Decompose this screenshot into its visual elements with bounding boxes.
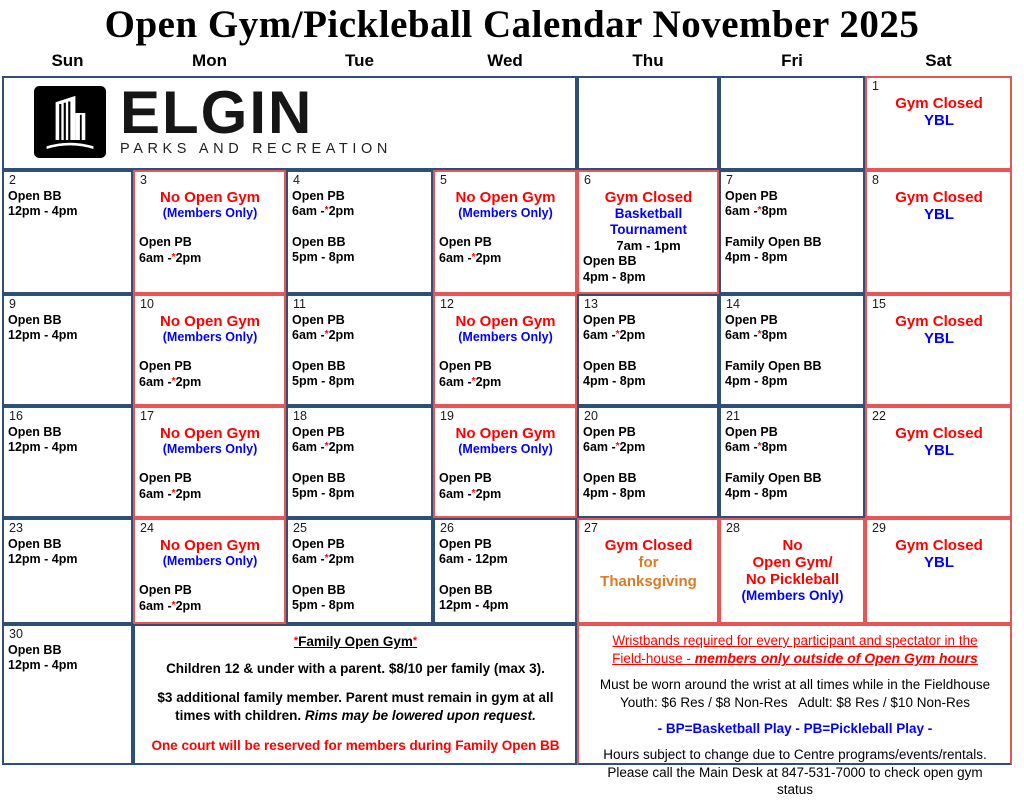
event-line: Tournament [610, 221, 687, 237]
day-cell-7 [719, 170, 865, 294]
asterisk-marker: * [757, 441, 762, 453]
info-line-segment: Rims may be lowered upon request. [304, 708, 536, 724]
event-line: No Open Gym [455, 188, 556, 206]
spacer [439, 220, 572, 235]
event-line: Open PB [139, 235, 192, 250]
spacer [292, 568, 428, 583]
day-number: 26 [440, 520, 454, 535]
event-line: Open BB [583, 470, 637, 485]
event-line: Open PB [292, 536, 345, 551]
day-number: 3 [140, 172, 147, 187]
day-cell-4 [286, 170, 433, 294]
day-cell-23 [2, 518, 133, 624]
spacer [725, 344, 860, 359]
wristband-info-box [577, 624, 1012, 798]
spacer [439, 456, 572, 471]
spacer [139, 220, 281, 235]
event-line: Gym Closed [604, 536, 693, 554]
day-number: 27 [584, 520, 598, 535]
day-cell-22 [865, 406, 1012, 518]
event-line: 12pm - 4pm [8, 658, 78, 673]
info-box-content [139, 626, 572, 757]
event-line: Open PB [439, 359, 492, 374]
day-number: 23 [9, 520, 23, 535]
event-line: Open PB [725, 188, 778, 203]
info-line: Hours subject to change due to Centre programs/events/rentals. [603, 747, 987, 763]
day-cell-29 [865, 518, 1012, 624]
info-line: Children 12 & under with a parent. $8/10 per family (max 3). [166, 660, 545, 676]
event-line: (Members Only) [458, 329, 553, 344]
day-cell-11 [286, 294, 433, 406]
day-number: 2 [9, 172, 16, 187]
event-line: 6am -*2pm [439, 486, 502, 501]
event-line: No Open Gym [159, 312, 260, 330]
event-line: 6am -*2pm [439, 250, 502, 265]
day-number: 16 [9, 408, 23, 423]
spacer [139, 344, 281, 359]
day-number: 8 [872, 172, 879, 187]
info-line: Must be worn around the wrist at all times while in the Fieldhouse [599, 676, 991, 692]
day-number: 30 [9, 626, 23, 641]
day-number: 9 [9, 296, 16, 311]
day-cell-18 [286, 406, 433, 518]
event-line: Open BB [8, 536, 62, 551]
event-line: Open PB [725, 424, 778, 439]
event-line: Open BB [583, 254, 637, 269]
event-line: 12pm - 4pm [8, 204, 78, 219]
event-line: YBL [924, 553, 954, 571]
event-line: Open BB [292, 582, 346, 597]
event-line: 12pm - 4pm [439, 598, 509, 613]
event-line: Open PB [139, 359, 192, 374]
family-open-gym-box [133, 624, 577, 765]
event-line: (Members Only) [741, 588, 844, 604]
event-line: 6am -*2pm [292, 552, 355, 567]
spacer [292, 456, 428, 471]
event-line: Family Open BB [725, 358, 822, 373]
spacer [583, 344, 714, 359]
event-line: No Open Gym [455, 424, 556, 442]
info-line: One court will be reserved for members during Family Open BB [151, 737, 560, 753]
event-line: Open PB [139, 583, 192, 598]
event-line: Thanksgiving [600, 572, 697, 590]
event-line: 6am -*2pm [139, 374, 202, 389]
event-line: 4pm - 8pm [725, 486, 788, 501]
event-line: 6am -*8pm [725, 328, 788, 343]
asterisk-marker: * [471, 251, 476, 263]
event-line: No Open Gym [159, 424, 260, 442]
day-cell-10 [133, 294, 286, 406]
asterisk-marker: * [171, 599, 176, 611]
event-line: 4pm - 8pm [583, 374, 646, 389]
day-cell-15 [865, 294, 1012, 406]
event-line: Open BB [292, 358, 346, 373]
event-line: YBL [924, 329, 954, 347]
day-cell-13 [577, 294, 719, 406]
spacer [725, 220, 860, 235]
event-line: 5pm - 8pm [292, 250, 355, 265]
info-line [151, 689, 560, 725]
event-line: Open PB [725, 312, 778, 327]
event-line: No [782, 536, 803, 554]
spacer [139, 568, 281, 583]
info-line: *Family Open Gym* [293, 633, 418, 649]
day-cell-16 [2, 406, 133, 518]
spacer [292, 220, 428, 235]
event-line: YBL [924, 205, 954, 223]
day-number: 19 [440, 408, 454, 423]
asterisk-marker: * [293, 634, 299, 647]
event-line: Open BB [8, 188, 62, 203]
spacer [292, 344, 428, 359]
info-line-segment: $3 additional family member. Parent must remain in gym at all times with children. [157, 690, 554, 724]
info-line-segment: members only outside of Open Gym hours [694, 650, 978, 667]
event-line: 6am -*2pm [439, 374, 502, 389]
event-line: 7am - 1pm [616, 238, 681, 254]
event-line: Open BB [8, 424, 62, 439]
info-line: - BP=Basketball Play - PB=Pickleball Play - [657, 721, 933, 737]
logo-cell [2, 76, 577, 170]
event-line: Open PB [583, 312, 636, 327]
day-cell-8 [865, 170, 1012, 294]
info-box-content [583, 626, 1007, 803]
event-line: Gym Closed [895, 312, 983, 330]
event-line: No Open Gym [455, 312, 556, 330]
day-number: 15 [872, 296, 886, 311]
event-line: Basketball [614, 205, 683, 221]
event-line: (Members Only) [162, 553, 258, 568]
asterisk-marker: * [412, 634, 418, 647]
info-line: Youth: $6 Res / $8 Non-Res Adult: $8 Res / $10 Non-Res [620, 694, 970, 710]
event-line: Open BB [8, 312, 62, 327]
event-line: YBL [924, 441, 954, 459]
day-number: 24 [140, 520, 154, 535]
event-line: Gym Closed [604, 188, 693, 206]
event-line: 6am -*2pm [139, 598, 202, 613]
event-line: Open PB [292, 424, 345, 439]
day-number: 25 [293, 520, 307, 535]
day-cell-20 [577, 406, 719, 518]
day-cell-3 [133, 170, 286, 294]
elgin-logo-text [120, 78, 392, 157]
day-number: 11 [293, 296, 306, 311]
event-line: 4pm - 8pm [583, 486, 646, 501]
day-cell-14 [719, 294, 865, 406]
event-line: (Members Only) [162, 329, 258, 344]
day-number: 18 [293, 408, 307, 423]
weekday-header-row [2, 49, 1012, 76]
info-line-segment: Wristbands required for every participant and spectator in the Field-house - [612, 632, 978, 667]
day-number: 20 [584, 408, 598, 423]
event-line: No Open Gym [159, 188, 260, 206]
day-number: 7 [726, 172, 733, 187]
event-line: 6am -*2pm [139, 250, 202, 265]
calendar-grid [2, 76, 1012, 798]
weekday-label-wed: Wed [487, 50, 523, 70]
weekday-label-thu: Thu [632, 50, 664, 70]
day-cell-5 [433, 170, 577, 294]
asterisk-marker: * [757, 205, 762, 217]
event-line: 12pm - 4pm [8, 552, 78, 567]
day-number: 28 [726, 520, 740, 535]
event-line: 4pm - 8pm [725, 250, 788, 265]
day-cell-26 [433, 518, 577, 624]
asterisk-marker: * [324, 441, 329, 453]
event-line: 4pm - 8pm [725, 374, 788, 389]
day-cell-17 [133, 406, 286, 518]
event-line: Family Open BB [725, 470, 822, 485]
event-line: for [638, 553, 659, 571]
asterisk-marker: * [471, 487, 476, 499]
event-line: 5pm - 8pm [292, 486, 355, 501]
event-line: 4pm - 8pm [583, 270, 646, 285]
event-line: Open BB [439, 582, 493, 597]
event-line: (Members Only) [458, 205, 553, 220]
event-line: (Members Only) [458, 441, 553, 456]
day-cell-25 [286, 518, 433, 624]
weekday-label-sun: Sun [51, 50, 84, 70]
event-line: Open BB [292, 234, 346, 249]
weekday-label-sat: Sat [925, 50, 952, 70]
day-cell-2 [2, 170, 133, 294]
weekday-label-tue: Tue [345, 50, 374, 70]
event-line: Open PB [439, 235, 492, 250]
day-number: 17 [140, 408, 154, 423]
day-number: 13 [584, 296, 598, 311]
event-line: (Members Only) [162, 205, 258, 220]
spacer [439, 344, 572, 359]
asterisk-marker: * [324, 553, 329, 565]
info-line: Please call the Main Desk at 847-531-7000 to check open gym status [607, 764, 983, 798]
event-line: 6am -*2pm [292, 204, 355, 219]
day-cell-19 [433, 406, 577, 518]
asterisk-marker: * [615, 441, 620, 453]
event-line: 6am -*8pm [725, 204, 788, 219]
event-line: No Pickleball [745, 571, 840, 589]
asterisk-marker: * [615, 329, 620, 341]
event-line: Open BB [583, 358, 637, 373]
day-number: 10 [140, 296, 154, 311]
day-cell-1 [865, 76, 1012, 170]
event-line: 12pm - 4pm [8, 328, 78, 343]
asterisk-marker: * [324, 329, 329, 341]
event-line: No Open Gym [159, 536, 260, 554]
event-line: 5pm - 8pm [292, 374, 355, 389]
event-line: 6am - 12pm [439, 552, 508, 567]
asterisk-marker: * [471, 375, 476, 387]
weekday-label-mon: Mon [192, 50, 227, 70]
day-cell-24 [133, 518, 286, 624]
day-number: 4 [293, 172, 300, 187]
asterisk-marker: * [324, 205, 329, 217]
asterisk-marker: * [171, 251, 176, 263]
info-line [595, 632, 995, 668]
day-cell-27 [577, 518, 719, 624]
event-line: Open PB [583, 424, 636, 439]
event-line: 6am -*2pm [292, 440, 355, 455]
day-number: 14 [726, 296, 740, 311]
day-cell-30 [2, 624, 133, 765]
asterisk-marker: * [171, 375, 176, 387]
event-line: 6am -*2pm [583, 328, 646, 343]
event-line: Open PB [439, 536, 492, 551]
elgin-brand-name: ELGIN [120, 78, 314, 146]
calendar-page [0, 3, 1024, 798]
page-title: Open Gym/Pickleball Calendar November 2025 [104, 3, 920, 46]
event-line: Open PB [292, 312, 345, 327]
event-line: (Members Only) [162, 441, 258, 456]
event-line: Open PB [139, 471, 192, 486]
elgin-tagline: PARKS AND RECREATION [120, 140, 392, 157]
event-line: 6am -*2pm [292, 328, 355, 343]
day-cell-6 [577, 170, 719, 294]
event-line: Open PB [439, 471, 492, 486]
elgin-building-icon [34, 86, 106, 158]
spacer [725, 456, 860, 471]
event-line: Gym Closed [895, 536, 983, 554]
empty-cell [577, 76, 719, 170]
event-line: 6am -*2pm [583, 440, 646, 455]
day-number: 21 [726, 408, 740, 423]
day-number: 1 [872, 78, 879, 93]
event-line: Gym Closed [895, 188, 983, 206]
event-line: Gym Closed [895, 424, 983, 442]
day-cell-12 [433, 294, 577, 406]
day-number: 22 [872, 408, 886, 423]
event-line: Open BB [292, 470, 346, 485]
day-number: 29 [872, 520, 886, 535]
day-number: 5 [440, 172, 447, 187]
event-line: Open PB [292, 188, 345, 203]
asterisk-marker: * [171, 487, 176, 499]
day-number: 6 [584, 172, 591, 187]
weekday-label-fri: Fri [781, 50, 803, 70]
empty-cell [719, 76, 865, 170]
event-line: 5pm - 8pm [292, 598, 355, 613]
spacer [439, 568, 572, 583]
asterisk-marker: * [757, 329, 762, 341]
day-cell-9 [2, 294, 133, 406]
day-cell-28 [719, 518, 865, 624]
spacer [583, 456, 714, 471]
event-line: Open Gym/ [752, 553, 833, 571]
event-line: 6am -*8pm [725, 440, 788, 455]
event-line: Gym Closed [895, 94, 983, 112]
elgin-logo [8, 78, 572, 158]
event-line: Open BB [8, 642, 62, 657]
day-cell-21 [719, 406, 865, 518]
spacer [139, 456, 281, 471]
event-line: 6am -*2pm [139, 486, 202, 501]
day-number: 12 [440, 296, 454, 311]
event-line: Family Open BB [725, 234, 822, 249]
event-line: 12pm - 4pm [8, 440, 78, 455]
event-line: YBL [924, 111, 954, 129]
